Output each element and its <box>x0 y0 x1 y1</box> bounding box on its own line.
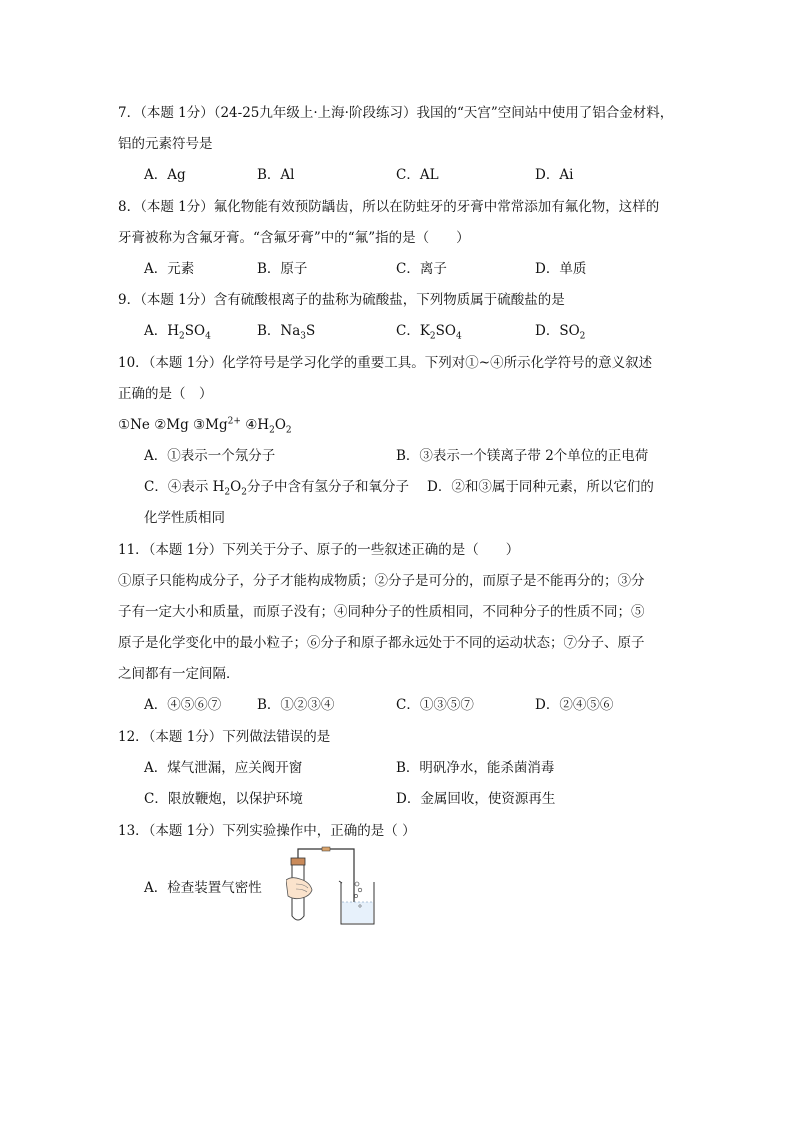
q11-option-c[interactable]: C．①③⑤⑦ <box>396 697 474 713</box>
q13-stem: 13．（本题 1分）下列实验操作中，正确的是（ ） <box>118 823 416 839</box>
water <box>342 902 373 923</box>
q10-symbols <box>118 416 292 434</box>
rubber-stopper <box>291 858 305 865</box>
q10-symbols-sup: 2+ <box>227 416 241 427</box>
q9-stem: 9．（本题 1分）含有硫酸根离子的盐称为硫酸盐，下列物质属于硫酸盐的是 <box>118 292 565 308</box>
q7-option-b[interactable]: B．Al <box>257 167 295 183</box>
q10-c-text: 分子中含有氢分子和氧分子 <box>246 479 409 495</box>
q8-option-d[interactable]: D．单质 <box>535 261 587 277</box>
q12-option-b[interactable]: B．明矾净水，能杀菌消毒 <box>396 760 555 776</box>
q10-option-d[interactable]: D．②和③属于同种元素，所以它们的 <box>427 479 654 495</box>
q12-stem: 12．（本题 1分）下列做法错误的是 <box>118 729 331 745</box>
q12-option-a[interactable]: A．煤气泄漏，应关阀开窗 <box>144 760 303 776</box>
q11-statements-line1: ①原子只能构成分子，分子才能构成物质；②分子是可分的，而原子是不能再分的；③分 <box>118 573 645 589</box>
bubble <box>355 882 359 886</box>
q10-option-b[interactable]: B．③表示一个镁离子带 2个单位的正电荷 <box>396 448 649 464</box>
q8-option-b[interactable]: B．原子 <box>257 261 308 277</box>
bubble <box>358 888 362 892</box>
q9-c-sub: 4 <box>455 331 462 342</box>
q9-a-sub: 2 <box>179 331 185 342</box>
q9-d-text: D．SO <box>535 323 580 339</box>
q9-a-text: SO <box>184 323 206 339</box>
q10-c-text: O <box>230 479 242 495</box>
q10-option-d-continued: 化学性质相同 <box>144 510 225 526</box>
q11-option-d[interactable]: D．②④⑤⑥ <box>535 697 614 713</box>
q9-option-c[interactable] <box>396 322 462 340</box>
q8-stem-line2: 牙膏被称为含氟牙膏。“含氟牙膏”中的“氟”指的是（ ） <box>118 230 470 246</box>
q11-option-a[interactable]: A．④⑤⑥⑦ <box>144 697 222 713</box>
q10-symbols-text: O <box>274 417 286 433</box>
q10-symbols-text: ①Ne ②Mg ③Mg <box>118 417 228 433</box>
q8-stem-line1: 8．（本题 1分）氟化物能有效预防龋齿，所以在防蛀牙的牙膏中常常添加有氟化物，这样的 <box>118 199 660 215</box>
q9-option-d[interactable] <box>535 322 585 340</box>
q10-symbols-sub: 2 <box>285 425 292 436</box>
q10-c-sub: 2 <box>224 487 231 498</box>
q11-statements-line3: 原子是化学变化中的最小粒子；⑥分子和原子都永远处于不同的运动状态；⑦分子、原子 <box>118 635 645 651</box>
q12-option-d[interactable]: D．金属回收，使资源再生 <box>396 791 556 807</box>
rubber-connector <box>322 847 330 851</box>
q9-c-text: C．K <box>396 323 430 339</box>
q9-a-text: A．H <box>144 323 180 339</box>
q9-b-sub: 3 <box>300 331 307 342</box>
q10-c-sub: 2 <box>241 487 247 498</box>
q13-option-a[interactable]: A．检查装置气密性 <box>144 880 262 896</box>
q7-option-a[interactable]: A．Ag <box>144 167 186 183</box>
q10-symbols-text: ④H <box>240 417 270 433</box>
q9-d-sub: 2 <box>579 331 586 342</box>
q11-statements-line2: 子有一定大小和质量，而原子没有；④同种分子的性质相同，不同种分子的性质不同；⑤ <box>118 604 645 620</box>
airtightness-check-apparatus-illustration <box>286 846 390 928</box>
q9-b-text: S <box>306 323 316 339</box>
bubble <box>354 894 357 897</box>
q10-symbols-sub: 2 <box>269 425 275 436</box>
q9-option-b[interactable] <box>257 322 315 340</box>
q10-stem-line1: 10．（本题 1分）化学符号是学习化学的重要工具。下列对①~④所示化学符号的意义叙述 <box>118 355 653 371</box>
q11-statements-line4: 之间都有一定间隔． <box>118 666 240 682</box>
q10-option-a[interactable]: A．①表示一个氖分子 <box>144 448 276 464</box>
q7-stem-line2: 铝的元素符号是 <box>118 136 213 152</box>
q7-option-d[interactable]: D．Ai <box>535 167 574 183</box>
q10-stem-line2: 正确的是（ ） <box>118 386 213 402</box>
q9-option-a[interactable] <box>144 322 211 340</box>
q8-option-c[interactable]: C．离子 <box>396 261 447 277</box>
q10-option-c[interactable] <box>144 478 409 496</box>
delivery-tube <box>298 849 354 910</box>
q9-a-sub: 4 <box>205 331 211 342</box>
q11-option-b[interactable]: B．①②③④ <box>257 697 335 713</box>
q8-option-a[interactable]: A．元素 <box>144 261 195 277</box>
q12-option-c[interactable]: C．限放鞭炮，以保护环境 <box>144 791 303 807</box>
q7-option-c[interactable]: C．AL <box>396 167 439 183</box>
q9-b-text: B．Na <box>257 323 301 339</box>
q7-stem-line1: 7．（本题 1分）（24-25九年级上·上海·阶段练习）我国的“天宫”空间站中使用了铝合金材料， <box>118 105 674 121</box>
q9-c-sub: 2 <box>429 331 436 342</box>
q11-stem-line1: 11．（本题 1分）下列关于分子、原子的一些叙述正确的是（ ） <box>118 542 520 558</box>
hand-icon <box>286 878 312 899</box>
q10-c-text: C．④表示 H <box>144 479 225 495</box>
q9-c-text: SO <box>435 323 456 339</box>
